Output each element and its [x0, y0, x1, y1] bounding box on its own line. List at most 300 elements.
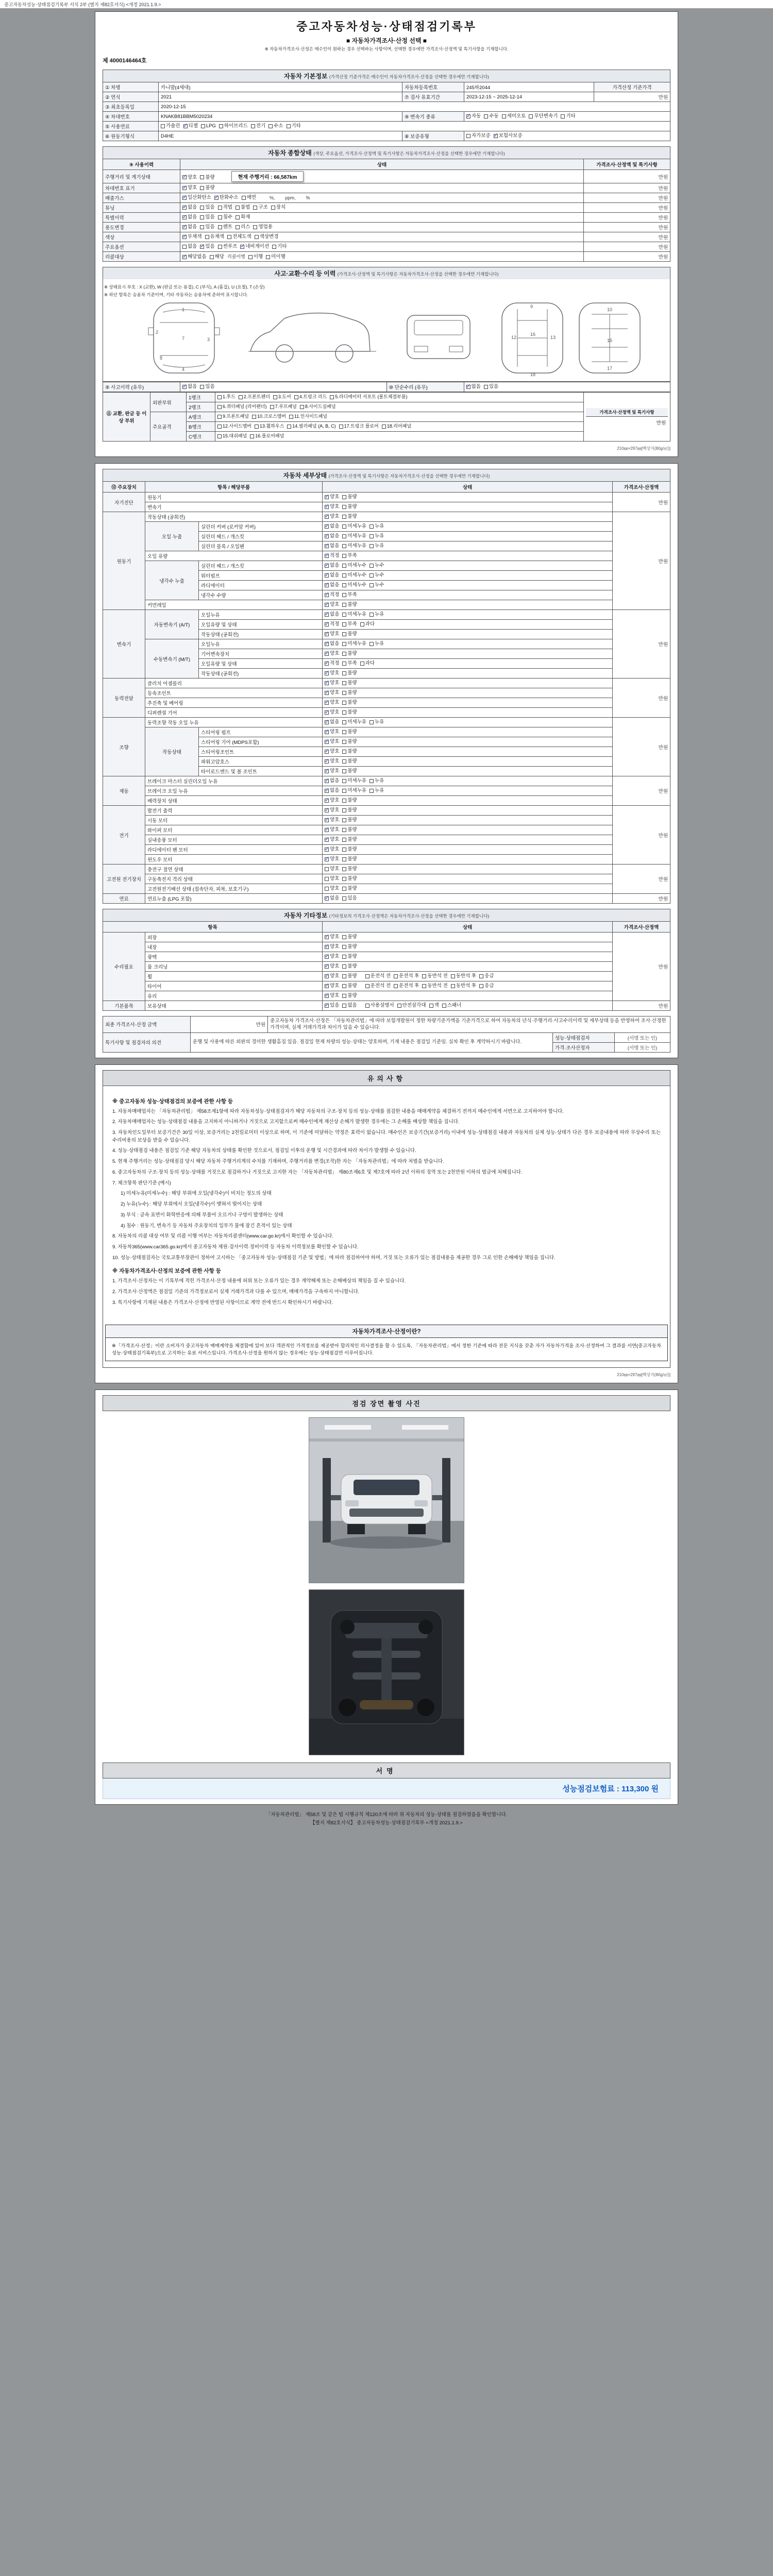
- unchecked-checkbox[interactable]: [253, 224, 273, 230]
- item-label: 디퍼렌셜 기어: [145, 708, 323, 718]
- appraiser-label: 가격·조사산정자: [552, 1042, 614, 1052]
- checkbox-label: 양호: [330, 670, 340, 676]
- unchecked-checkbox[interactable]: [289, 414, 327, 419]
- document-number: 제 4000146464호: [103, 58, 147, 64]
- checked-checkbox[interactable]: [325, 846, 339, 853]
- unchecked-checkbox[interactable]: [210, 254, 224, 260]
- item-status: [323, 688, 613, 698]
- form-caption: 중고자동차성능·상태점검기록부 서식 2부 (별지 제82호서식) <개정 2021.1.9.>: [0, 0, 773, 8]
- checkbox-glyph: [182, 175, 187, 179]
- checkbox-glyph: [466, 114, 470, 118]
- checked-checkbox[interactable]: [325, 719, 339, 725]
- row-label: 주행거리 및 계기상태: [103, 170, 180, 183]
- checked-checkbox[interactable]: [182, 224, 197, 230]
- unchecked-checkbox[interactable]: [342, 543, 366, 549]
- checked-checkbox[interactable]: [325, 837, 339, 843]
- unchecked-checkbox[interactable]: [342, 700, 357, 706]
- checkbox-glyph: [342, 887, 346, 891]
- unchecked-checkbox[interactable]: [369, 719, 384, 725]
- checkbox-label: 기타: [291, 123, 301, 129]
- checked-checkbox[interactable]: [325, 641, 339, 647]
- item-status: [323, 698, 613, 708]
- unchecked-checkbox[interactable]: [200, 185, 214, 191]
- unchecked-checkbox[interactable]: [342, 963, 357, 970]
- checkbox-glyph: [325, 838, 329, 842]
- unchecked-checkbox[interactable]: [382, 423, 411, 429]
- checkbox-glyph: [397, 1004, 401, 1008]
- item-label: 유리: [145, 991, 323, 1001]
- unchecked-checkbox[interactable]: [205, 234, 225, 240]
- checkbox-label: 17.트렁크 플로어: [344, 423, 379, 429]
- checked-checkbox[interactable]: [325, 553, 339, 559]
- unchecked-checkbox[interactable]: [342, 582, 366, 588]
- unchecked-checkbox[interactable]: [451, 983, 476, 989]
- unchecked-checkbox[interactable]: [342, 895, 357, 902]
- checkbox-glyph: [201, 124, 205, 128]
- checked-checkbox[interactable]: [325, 817, 339, 823]
- checked-checkbox[interactable]: [325, 670, 339, 676]
- unchecked-checkbox[interactable]: [342, 670, 357, 676]
- unchecked-checkbox[interactable]: [271, 205, 285, 211]
- section-basic-title: [103, 70, 670, 82]
- svg-text:2: 2: [156, 330, 159, 335]
- table-row: [103, 82, 670, 92]
- unchecked-checkbox[interactable]: [300, 404, 336, 410]
- table-row: [103, 92, 670, 102]
- unchecked-checkbox[interactable]: [342, 837, 357, 843]
- section-overall-title: [103, 146, 670, 159]
- price-survey-info-title: 자동차가격조사·산정이란?: [106, 1325, 667, 1338]
- checked-checkbox[interactable]: [325, 700, 339, 706]
- unchecked-checkbox[interactable]: [342, 778, 366, 784]
- notice-item: 10. 성능·상태점검자는 국토교통부장관이 정하여 고시하는 「중고자동차 성능·상태점검 기준 및 방법」에 따라 점검하여야 하며, 거짓 또는 오류가 있는 점검내용을 제공한 경우 그로 인한 손해배상 책임을 집니다.: [112, 1255, 556, 1261]
- unchecked-checkbox[interactable]: [484, 113, 498, 120]
- unchecked-checkbox[interactable]: [451, 973, 476, 979]
- unchecked-checkbox[interactable]: [273, 394, 291, 400]
- unchecked-checkbox[interactable]: [218, 205, 232, 211]
- unchecked-checkbox[interactable]: [360, 660, 375, 667]
- page-title: 중고자동차성능·상태점검기록부: [296, 20, 477, 33]
- unchecked-checkbox[interactable]: [342, 798, 357, 804]
- unchecked-checkbox[interactable]: [342, 973, 357, 979]
- item-status: [323, 551, 613, 561]
- unchecked-checkbox[interactable]: [369, 788, 384, 794]
- warranty-label: ⑧ 보증유형: [402, 131, 464, 141]
- unchecked-checkbox[interactable]: [342, 866, 357, 872]
- unchecked-checkbox[interactable]: [342, 494, 357, 500]
- checked-checkbox[interactable]: [325, 514, 339, 520]
- unchecked-checkbox[interactable]: [182, 244, 197, 250]
- unchecked-checkbox[interactable]: [342, 954, 357, 960]
- checkbox-label: 사용설명서: [370, 1003, 394, 1009]
- damage-scope-legend: ※ 하단 항목은 승용차 기준이며, 기타 자동차는 승용차에 준하여 표시합니다.: [104, 292, 248, 297]
- unchecked-checkbox[interactable]: [342, 514, 357, 520]
- unchecked-checkbox[interactable]: [369, 612, 384, 618]
- checked-checkbox[interactable]: [325, 709, 339, 716]
- unchecked-checkbox[interactable]: [422, 973, 447, 979]
- checked-checkbox[interactable]: [325, 944, 339, 950]
- unchecked-checkbox[interactable]: [342, 690, 357, 696]
- checkbox-glyph: [325, 994, 329, 998]
- unchecked-checkbox[interactable]: [218, 244, 238, 250]
- checkbox-label: 양호: [330, 944, 340, 950]
- unchecked-checkbox[interactable]: [369, 582, 384, 588]
- unchecked-checkbox[interactable]: [342, 944, 357, 950]
- item-status: [323, 727, 613, 737]
- checked-checkbox[interactable]: [325, 895, 339, 902]
- checked-checkbox[interactable]: [325, 651, 339, 657]
- unchecked-checkbox[interactable]: [342, 856, 357, 862]
- unchecked-checkbox[interactable]: [342, 817, 357, 823]
- unchecked-checkbox[interactable]: [330, 394, 407, 400]
- detail-row: [103, 698, 670, 708]
- unchecked-checkbox[interactable]: [342, 739, 357, 745]
- unchecked-checkbox[interactable]: [342, 993, 357, 999]
- unchecked-checkbox[interactable]: [342, 934, 357, 940]
- unchecked-checkbox[interactable]: [442, 1003, 462, 1009]
- unchecked-checkbox[interactable]: [342, 886, 357, 892]
- checked-checkbox[interactable]: [182, 195, 211, 201]
- table-row: [103, 382, 670, 392]
- checked-checkbox[interactable]: [325, 631, 339, 637]
- appraiser-sign[interactable]: (서명 또는 인): [614, 1042, 670, 1052]
- checked-checkbox[interactable]: [325, 612, 339, 618]
- item-label: 와이퍼 모터: [145, 825, 323, 835]
- unchecked-checkbox[interactable]: [268, 123, 283, 129]
- unchecked-checkbox[interactable]: [200, 224, 214, 230]
- checked-checkbox[interactable]: [325, 749, 339, 755]
- unchecked-checkbox[interactable]: [200, 205, 214, 211]
- column-header: 항목 / 해당부품: [145, 482, 323, 493]
- checkbox-glyph: [272, 245, 276, 249]
- unchecked-checkbox[interactable]: [342, 827, 357, 833]
- unchecked-checkbox[interactable]: [217, 423, 251, 429]
- unchecked-checkbox[interactable]: [250, 433, 284, 439]
- checkbox-label: 양호: [330, 856, 340, 862]
- detail-row: [103, 512, 670, 522]
- checkbox-label: 없음: [330, 523, 340, 530]
- unchecked-checkbox[interactable]: [342, 807, 357, 814]
- checked-checkbox[interactable]: [182, 205, 197, 211]
- checkbox-label: 미세누유: [347, 788, 367, 794]
- checked-checkbox[interactable]: [182, 254, 207, 260]
- unchecked-checkbox[interactable]: [342, 768, 357, 774]
- unchecked-checkbox[interactable]: [200, 214, 214, 221]
- unchecked-checkbox[interactable]: [270, 404, 297, 410]
- unchecked-checkbox[interactable]: [217, 433, 247, 439]
- unchecked-checkbox[interactable]: [342, 533, 366, 539]
- unchecked-checkbox[interactable]: [217, 404, 267, 410]
- checkbox-label: 양호: [330, 798, 340, 804]
- checkbox-label: 누수: [375, 563, 384, 569]
- checkbox-label: 적정: [330, 621, 340, 628]
- checkbox-label: 없음: [188, 214, 197, 221]
- item-status: [323, 776, 613, 786]
- unchecked-checkbox[interactable]: [239, 394, 270, 400]
- checked-checkbox[interactable]: [466, 384, 481, 390]
- unchecked-checkbox[interactable]: [227, 234, 251, 240]
- checked-checkbox[interactable]: [325, 934, 339, 940]
- checked-checkbox[interactable]: [325, 954, 339, 960]
- checkbox-glyph: [325, 974, 329, 978]
- row-status: [180, 183, 584, 193]
- unchecked-checkbox[interactable]: [342, 846, 357, 853]
- unchecked-checkbox[interactable]: [365, 973, 391, 979]
- checkbox-glyph: [182, 186, 187, 190]
- unchecked-checkbox[interactable]: [342, 876, 357, 882]
- unchecked-checkbox[interactable]: [342, 758, 357, 765]
- unchecked-checkbox[interactable]: [325, 886, 339, 892]
- unchecked-checkbox[interactable]: [502, 113, 526, 120]
- unchecked-checkbox[interactable]: [394, 983, 419, 989]
- notice-body: [103, 1086, 670, 1317]
- checked-checkbox[interactable]: [325, 533, 339, 539]
- item-label: 외장: [145, 933, 323, 942]
- checked-checkbox[interactable]: [182, 214, 197, 221]
- checked-checkbox[interactable]: [325, 788, 339, 794]
- unchecked-checkbox[interactable]: [369, 641, 384, 647]
- checked-checkbox[interactable]: [325, 523, 339, 530]
- unchecked-checkbox[interactable]: [342, 572, 366, 579]
- rank-items: [215, 402, 584, 412]
- unchecked-checkbox[interactable]: [218, 224, 232, 230]
- unchecked-checkbox[interactable]: [253, 205, 267, 211]
- unchecked-checkbox[interactable]: [266, 254, 285, 260]
- checked-checkbox[interactable]: [325, 729, 339, 735]
- checkbox-label: 부족: [347, 553, 357, 559]
- unchecked-checkbox[interactable]: [394, 973, 419, 979]
- unchecked-checkbox[interactable]: [369, 523, 384, 530]
- checked-checkbox[interactable]: [183, 123, 198, 129]
- year-label: ② 연식: [103, 92, 159, 102]
- checked-checkbox[interactable]: [240, 244, 269, 250]
- unchecked-checkbox[interactable]: [369, 778, 384, 784]
- checked-checkbox[interactable]: [325, 543, 339, 549]
- unchecked-checkbox[interactable]: [397, 1003, 426, 1009]
- price-cell: 만원: [613, 679, 670, 718]
- price-cell: 만원: [584, 170, 670, 183]
- unchecked-checkbox[interactable]: [219, 123, 248, 129]
- checked-checkbox[interactable]: [325, 973, 339, 979]
- unchecked-checkbox[interactable]: [242, 195, 256, 201]
- checked-checkbox[interactable]: [325, 592, 339, 598]
- unchecked-checkbox[interactable]: [342, 641, 366, 647]
- checkbox-label: 응급: [484, 983, 494, 989]
- device-label: 동력전달: [103, 679, 145, 718]
- checkbox-glyph: [451, 984, 455, 988]
- checked-checkbox[interactable]: [325, 768, 339, 774]
- unchecked-checkbox[interactable]: [479, 973, 494, 979]
- unchecked-checkbox[interactable]: [342, 788, 366, 794]
- unchecked-checkbox[interactable]: [342, 983, 357, 989]
- unchecked-checkbox[interactable]: [252, 414, 286, 419]
- detail-row: [103, 708, 670, 718]
- unchecked-checkbox[interactable]: [479, 983, 494, 989]
- checkbox-label: 없음: [330, 778, 340, 784]
- subgroup-label: 수동변속기 (M/T): [145, 639, 199, 679]
- unchecked-checkbox[interactable]: [294, 394, 327, 400]
- svg-text:10: 10: [607, 307, 613, 312]
- unchecked-checkbox[interactable]: [342, 719, 366, 725]
- checked-checkbox[interactable]: [325, 563, 339, 569]
- checked-checkbox[interactable]: [325, 827, 339, 833]
- item-status: [323, 718, 613, 727]
- checked-checkbox[interactable]: [325, 621, 339, 628]
- unchecked-checkbox[interactable]: [369, 563, 384, 569]
- item-label: 동력조향 작동 오일 누유: [145, 718, 323, 727]
- checked-checkbox[interactable]: [325, 504, 339, 510]
- unchecked-checkbox[interactable]: [236, 224, 250, 230]
- checked-checkbox[interactable]: [325, 778, 339, 784]
- checked-checkbox[interactable]: [325, 758, 339, 765]
- checkbox-glyph: [325, 945, 329, 949]
- checked-checkbox[interactable]: [466, 113, 481, 120]
- unchecked-checkbox[interactable]: [342, 660, 357, 667]
- checkbox-glyph: [442, 1004, 446, 1008]
- checkbox-label: 양호: [330, 876, 340, 882]
- unchecked-checkbox[interactable]: [342, 553, 357, 559]
- checkbox-label: 미세누유: [347, 641, 367, 647]
- checked-checkbox[interactable]: [325, 798, 339, 804]
- checked-checkbox[interactable]: [325, 739, 339, 745]
- checked-checkbox[interactable]: [325, 856, 339, 862]
- first-reg-value: 2020-12-15: [159, 102, 670, 112]
- unchecked-checkbox[interactable]: [325, 866, 339, 872]
- unchecked-checkbox[interactable]: [200, 175, 214, 181]
- unchecked-checkbox[interactable]: [342, 729, 357, 735]
- checked-checkbox[interactable]: [214, 195, 239, 201]
- checked-checkbox[interactable]: [325, 582, 339, 588]
- unchecked-checkbox[interactable]: [369, 533, 384, 539]
- unchecked-checkbox[interactable]: [365, 983, 391, 989]
- unchecked-checkbox[interactable]: [466, 133, 491, 139]
- unchecked-checkbox[interactable]: [236, 205, 250, 211]
- checkbox-glyph: [502, 114, 506, 118]
- checked-checkbox[interactable]: [325, 993, 339, 999]
- unchecked-checkbox[interactable]: [342, 563, 366, 569]
- checked-checkbox[interactable]: [325, 494, 339, 500]
- checked-checkbox[interactable]: [494, 133, 523, 139]
- unchecked-checkbox[interactable]: [255, 234, 279, 240]
- notice-title: 유의사항: [103, 1071, 670, 1086]
- checked-checkbox[interactable]: [325, 572, 339, 579]
- unchecked-checkbox[interactable]: [201, 123, 216, 129]
- unchecked-checkbox[interactable]: [561, 113, 575, 120]
- unchecked-checkbox[interactable]: [342, 1003, 357, 1009]
- checked-checkbox[interactable]: [325, 807, 339, 814]
- unchecked-checkbox[interactable]: [325, 876, 339, 882]
- unchecked-checkbox[interactable]: [342, 749, 357, 755]
- unchecked-checkbox[interactable]: [342, 592, 357, 598]
- checked-checkbox[interactable]: [325, 983, 339, 989]
- checked-checkbox[interactable]: [182, 185, 197, 191]
- unchecked-checkbox[interactable]: [218, 214, 232, 221]
- unchecked-checkbox[interactable]: [342, 523, 366, 530]
- checked-checkbox[interactable]: [325, 963, 339, 970]
- detail-row: [103, 865, 670, 874]
- section-title-note: (가격산정 기준가격은 매수인이 자동차가격조사·산정을 선택한 경우에만 기재합니다): [329, 74, 489, 79]
- checked-checkbox[interactable]: [182, 175, 197, 181]
- checkbox-label: 있음: [347, 895, 357, 902]
- unchecked-checkbox[interactable]: [365, 1003, 394, 1009]
- item-label: 오일누유: [199, 639, 323, 649]
- checkbox-label: 불량: [347, 866, 357, 872]
- checked-checkbox[interactable]: [182, 384, 197, 390]
- unchecked-checkbox[interactable]: [342, 651, 357, 657]
- unchecked-checkbox[interactable]: [369, 572, 384, 579]
- unchecked-checkbox[interactable]: [342, 621, 357, 628]
- unchecked-checkbox[interactable]: [360, 621, 375, 628]
- unchecked-checkbox[interactable]: [287, 423, 335, 429]
- unchecked-checkbox[interactable]: [369, 543, 384, 549]
- checkbox-label: 불량: [347, 651, 357, 657]
- item-label: 작동상태 (공회전): [199, 669, 323, 679]
- checked-checkbox[interactable]: [182, 234, 202, 240]
- checkbox-glyph: [422, 984, 426, 988]
- unchecked-checkbox[interactable]: [529, 113, 558, 120]
- checked-checkbox[interactable]: [325, 602, 339, 608]
- unchecked-checkbox[interactable]: [339, 423, 379, 429]
- unchecked-checkbox[interactable]: [251, 123, 265, 129]
- checkbox-label: 불량: [347, 886, 357, 892]
- checked-checkbox[interactable]: [325, 1003, 339, 1009]
- unchecked-checkbox[interactable]: [342, 602, 357, 608]
- device-label: 자기진단: [103, 493, 145, 512]
- checked-checkbox[interactable]: [325, 660, 339, 667]
- unchecked-checkbox[interactable]: [248, 254, 263, 260]
- device-label: 원동기: [103, 512, 145, 610]
- unchecked-checkbox[interactable]: [236, 214, 250, 221]
- unchecked-checkbox[interactable]: [217, 414, 249, 419]
- checkbox-glyph: [325, 564, 329, 568]
- checkbox-label: 11.인사이드패널: [294, 414, 327, 419]
- checkbox-label: 미세누유: [347, 612, 367, 618]
- checked-checkbox[interactable]: [200, 244, 214, 250]
- checkbox-label: 불량: [347, 934, 357, 940]
- unchecked-checkbox[interactable]: [484, 384, 498, 390]
- unchecked-checkbox[interactable]: [161, 123, 180, 129]
- checker-sign[interactable]: (서명 또는 인): [614, 1032, 670, 1042]
- section-title-text: 사고·교환·수리 등 이력: [274, 270, 336, 277]
- unchecked-checkbox[interactable]: [342, 680, 357, 686]
- item-label: 원동기: [145, 493, 323, 502]
- item-status: [323, 532, 613, 541]
- unchecked-checkbox[interactable]: [217, 394, 236, 400]
- unchecked-checkbox[interactable]: [342, 612, 366, 618]
- checked-checkbox[interactable]: [325, 680, 339, 686]
- unchecked-checkbox[interactable]: [272, 244, 287, 250]
- checkbox-label: 없음: [330, 788, 340, 794]
- item-status: [323, 757, 613, 767]
- item-label: 광택: [145, 952, 323, 962]
- device-label: 수리필요: [103, 933, 145, 1001]
- unchecked-checkbox[interactable]: [287, 123, 301, 129]
- table-row: [103, 102, 670, 112]
- checked-checkbox[interactable]: [325, 690, 339, 696]
- unchecked-checkbox[interactable]: [429, 1003, 439, 1009]
- unchecked-checkbox[interactable]: [342, 709, 357, 716]
- checkbox-label: 13.휠하우스: [259, 423, 284, 429]
- checkbox-glyph: [342, 544, 346, 548]
- overall-row: [103, 213, 670, 223]
- unchecked-checkbox[interactable]: [200, 384, 214, 390]
- unchecked-checkbox[interactable]: [422, 983, 447, 989]
- unchecked-checkbox[interactable]: [255, 423, 284, 429]
- notice-item: 9. 자동차365(www.car365.go.kr)에서 중고자동차 제원·검사이력·정비이력 등 자동차 이력정보를 확인할 수 있습니다.: [112, 1244, 359, 1250]
- unchecked-checkbox[interactable]: [342, 504, 357, 510]
- warranty-options: [464, 131, 670, 141]
- unchecked-checkbox[interactable]: [342, 631, 357, 637]
